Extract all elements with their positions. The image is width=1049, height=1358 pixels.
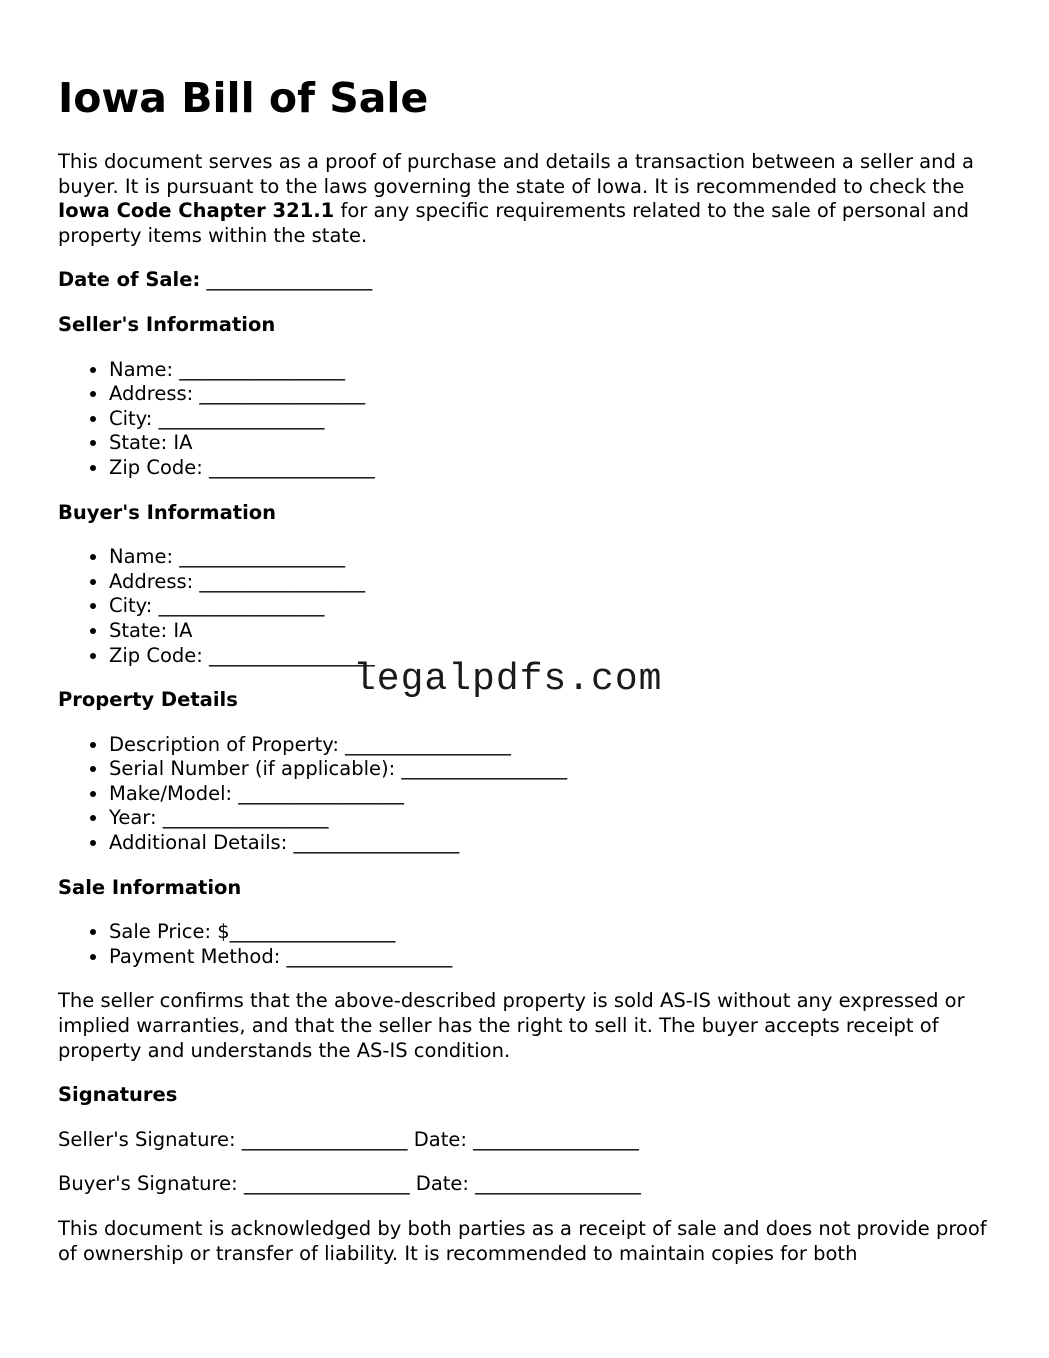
closing-paragraph: This document is acknowledged by both parties as a receipt of sale and does not provide proof of ownership or transfer of liability. It is recommended to maintain copies for both [58,1217,987,1265]
buyer-state-item: • State: IA [109,619,998,644]
intro-paragraph [58,150,998,248]
buyer-heading: Buyer's Information [58,500,277,524]
property-description-item: • Description of Property: _________________ [109,733,998,758]
property-list [58,733,998,856]
as-is-paragraph: The seller confirms that the above-described property is sold AS-IS without any expressed or implied warranties, and that the seller has the right to sell it. The buyer accepts receipt of property and understands the AS-IS condition. [58,989,965,1062]
date-of-sale-blank: _________________ [206,268,373,292]
page-title: Iowa Bill of Sale [58,74,429,122]
seller-list [58,358,998,481]
seller-state-item: • State: IA [109,431,998,456]
watermark: legalpdfs.com [353,658,663,701]
sale-payment-item: • Payment Method: _________________ [109,945,998,970]
sale-heading: Sale Information [58,875,242,899]
sale-price-item: • Sale Price: $_________________ [109,920,998,945]
date-of-sale-label: Date of Sale: [58,268,201,292]
buyer-list [58,545,998,668]
buyer-city-item: • City: _________________ [109,594,998,619]
seller-address-item: • Address: _________________ [109,382,998,407]
buyer-zip-item: • Zip Code: _________________ [109,644,998,669]
date-of-sale-line [58,268,998,293]
sale-list [58,920,998,969]
property-serial-item: • Serial Number (if applicable): _________________ [109,757,998,782]
buyer-address-item: • Address: _________________ [109,570,998,595]
property-additional-item: • Additional Details: _________________ [109,831,998,856]
intro-code-reference: Iowa Code Chapter 321.1 [58,199,335,223]
property-year-item: • Year: _________________ [109,806,998,831]
seller-city-item: • City: _________________ [109,407,998,432]
intro-text-end: for any specific requirements related to the sale of personal and property items within the state. [58,199,970,247]
property-make-model-item: • Make/Model: _________________ [109,782,998,807]
seller-zip-item: • Zip Code: _________________ [109,456,998,481]
buyer-name-item: • Name: _________________ [109,545,998,570]
seller-name-item: • Name: _________________ [109,358,998,383]
intro-text-start: This document serves as a proof of purchase and details a transaction between a seller and a buyer. It is pursuant to the laws governing the state of Iowa. It is recommended to check the [58,150,975,198]
seller-signature-line: Seller's Signature: _________________ Date: _________________ [58,1127,639,1151]
signatures-heading: Signatures [58,1083,178,1107]
seller-heading: Seller's Information [58,312,276,336]
buyer-signature-line: Buyer's Signature: _________________ Date: _________________ [58,1172,641,1196]
property-heading: Property Details [58,688,238,712]
